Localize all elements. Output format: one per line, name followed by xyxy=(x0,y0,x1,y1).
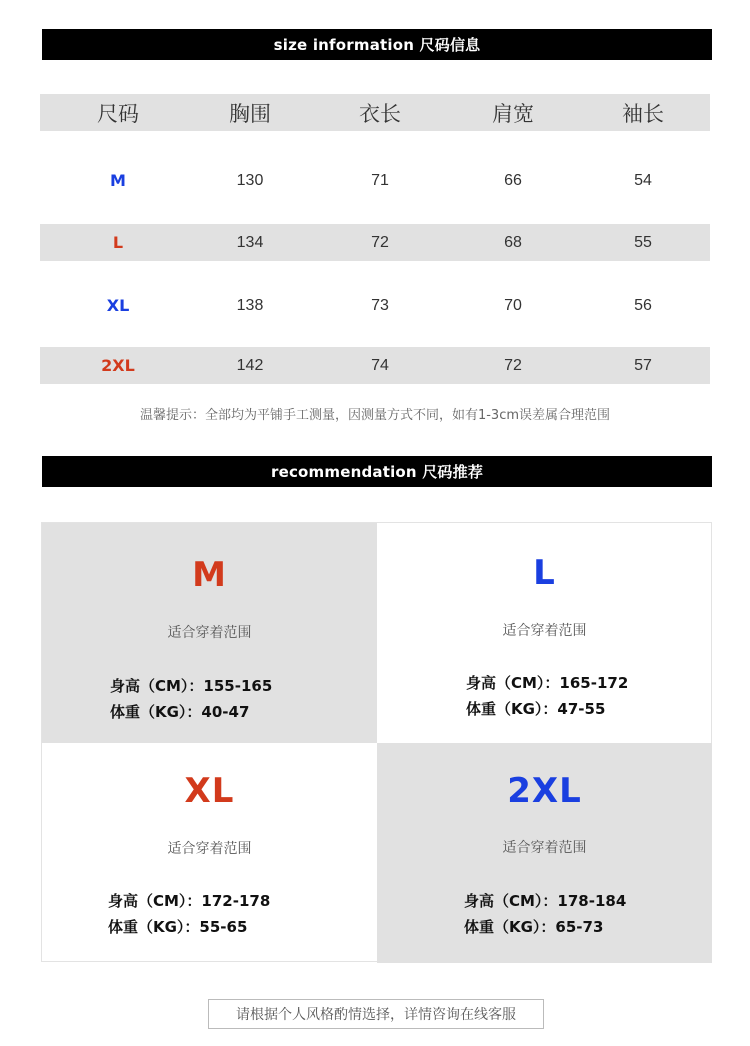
row-chest: 130 xyxy=(236,171,264,189)
header-chest: 胸围 xyxy=(229,101,271,126)
size-information-banner xyxy=(42,29,712,60)
card-size-label: 2XL xyxy=(507,771,582,811)
header-sleeve: 袖长 xyxy=(622,101,664,126)
card-size-label: XL xyxy=(184,771,235,811)
row-chest: 142 xyxy=(236,356,264,374)
header-length: 衣长 xyxy=(359,101,401,126)
table-row xyxy=(40,347,710,384)
card-range-label: 适合穿着范围 xyxy=(502,840,587,856)
row-length: 73 xyxy=(371,296,389,314)
measurement-tip: 温馨提示：全部均为平铺手工测量，因测量方式不同，如有1-3cm误差属合理范围 xyxy=(139,408,611,423)
row-chest: 134 xyxy=(236,233,264,251)
row-length: 72 xyxy=(371,233,389,251)
row-sleeve: 57 xyxy=(634,356,652,374)
recommendation-banner xyxy=(42,456,712,487)
card-height-range: 身高（CM）：155-165 xyxy=(110,677,273,695)
table-row xyxy=(40,224,710,261)
card-range-label: 适合穿着范围 xyxy=(502,623,587,639)
card-weight-range: 体重（KG）：55-65 xyxy=(108,918,248,936)
row-sleeve: 55 xyxy=(634,233,652,251)
card-height-range: 身高（CM）：172-178 xyxy=(108,892,271,910)
card-height-range: 身高（CM）：178-184 xyxy=(464,892,627,910)
table-header-row xyxy=(40,94,710,131)
size-information-title: size information 尺码信息 xyxy=(273,36,481,54)
card-size-label: M xyxy=(192,555,227,595)
recommendation-card-l xyxy=(377,523,712,743)
table-row xyxy=(40,287,710,324)
row-shoulder: 72 xyxy=(504,356,522,374)
row-size-label: M xyxy=(110,171,126,190)
card-weight-range: 体重（KG）：40-47 xyxy=(110,703,250,721)
row-size-label: L xyxy=(112,233,124,252)
card-range-label: 适合穿着范围 xyxy=(167,625,252,641)
recommendation-grid xyxy=(41,522,712,962)
customer-service-text: 请根据个人风格酌情选择，详情咨询在线客服 xyxy=(236,1007,516,1023)
card-size-label: L xyxy=(533,553,556,593)
recommendation-card-2xl xyxy=(377,743,712,963)
card-height-range: 身高（CM）：165-172 xyxy=(466,674,629,692)
recommendation-title: recommendation 尺码推荐 xyxy=(270,463,484,481)
row-sleeve: 54 xyxy=(634,171,652,189)
header-shoulder: 肩宽 xyxy=(492,101,534,126)
customer-service-note xyxy=(208,999,544,1029)
card-weight-range: 体重（KG）：47-55 xyxy=(466,700,606,718)
row-length: 74 xyxy=(371,356,389,374)
recommendation-card-xl xyxy=(42,743,377,963)
row-shoulder: 70 xyxy=(504,296,522,314)
row-sleeve: 56 xyxy=(634,296,652,314)
row-shoulder: 66 xyxy=(504,171,522,189)
card-weight-range: 体重（KG）：65-73 xyxy=(464,918,604,936)
recommendation-card-m xyxy=(42,523,377,743)
table-row xyxy=(40,162,710,199)
row-size-label: 2XL xyxy=(101,356,135,375)
header-size: 尺码 xyxy=(97,101,139,126)
row-length: 71 xyxy=(371,171,389,189)
card-range-label: 适合穿着范围 xyxy=(167,841,252,857)
row-size-label: XL xyxy=(106,296,130,315)
row-shoulder: 68 xyxy=(504,233,522,251)
row-chest: 138 xyxy=(236,296,264,314)
